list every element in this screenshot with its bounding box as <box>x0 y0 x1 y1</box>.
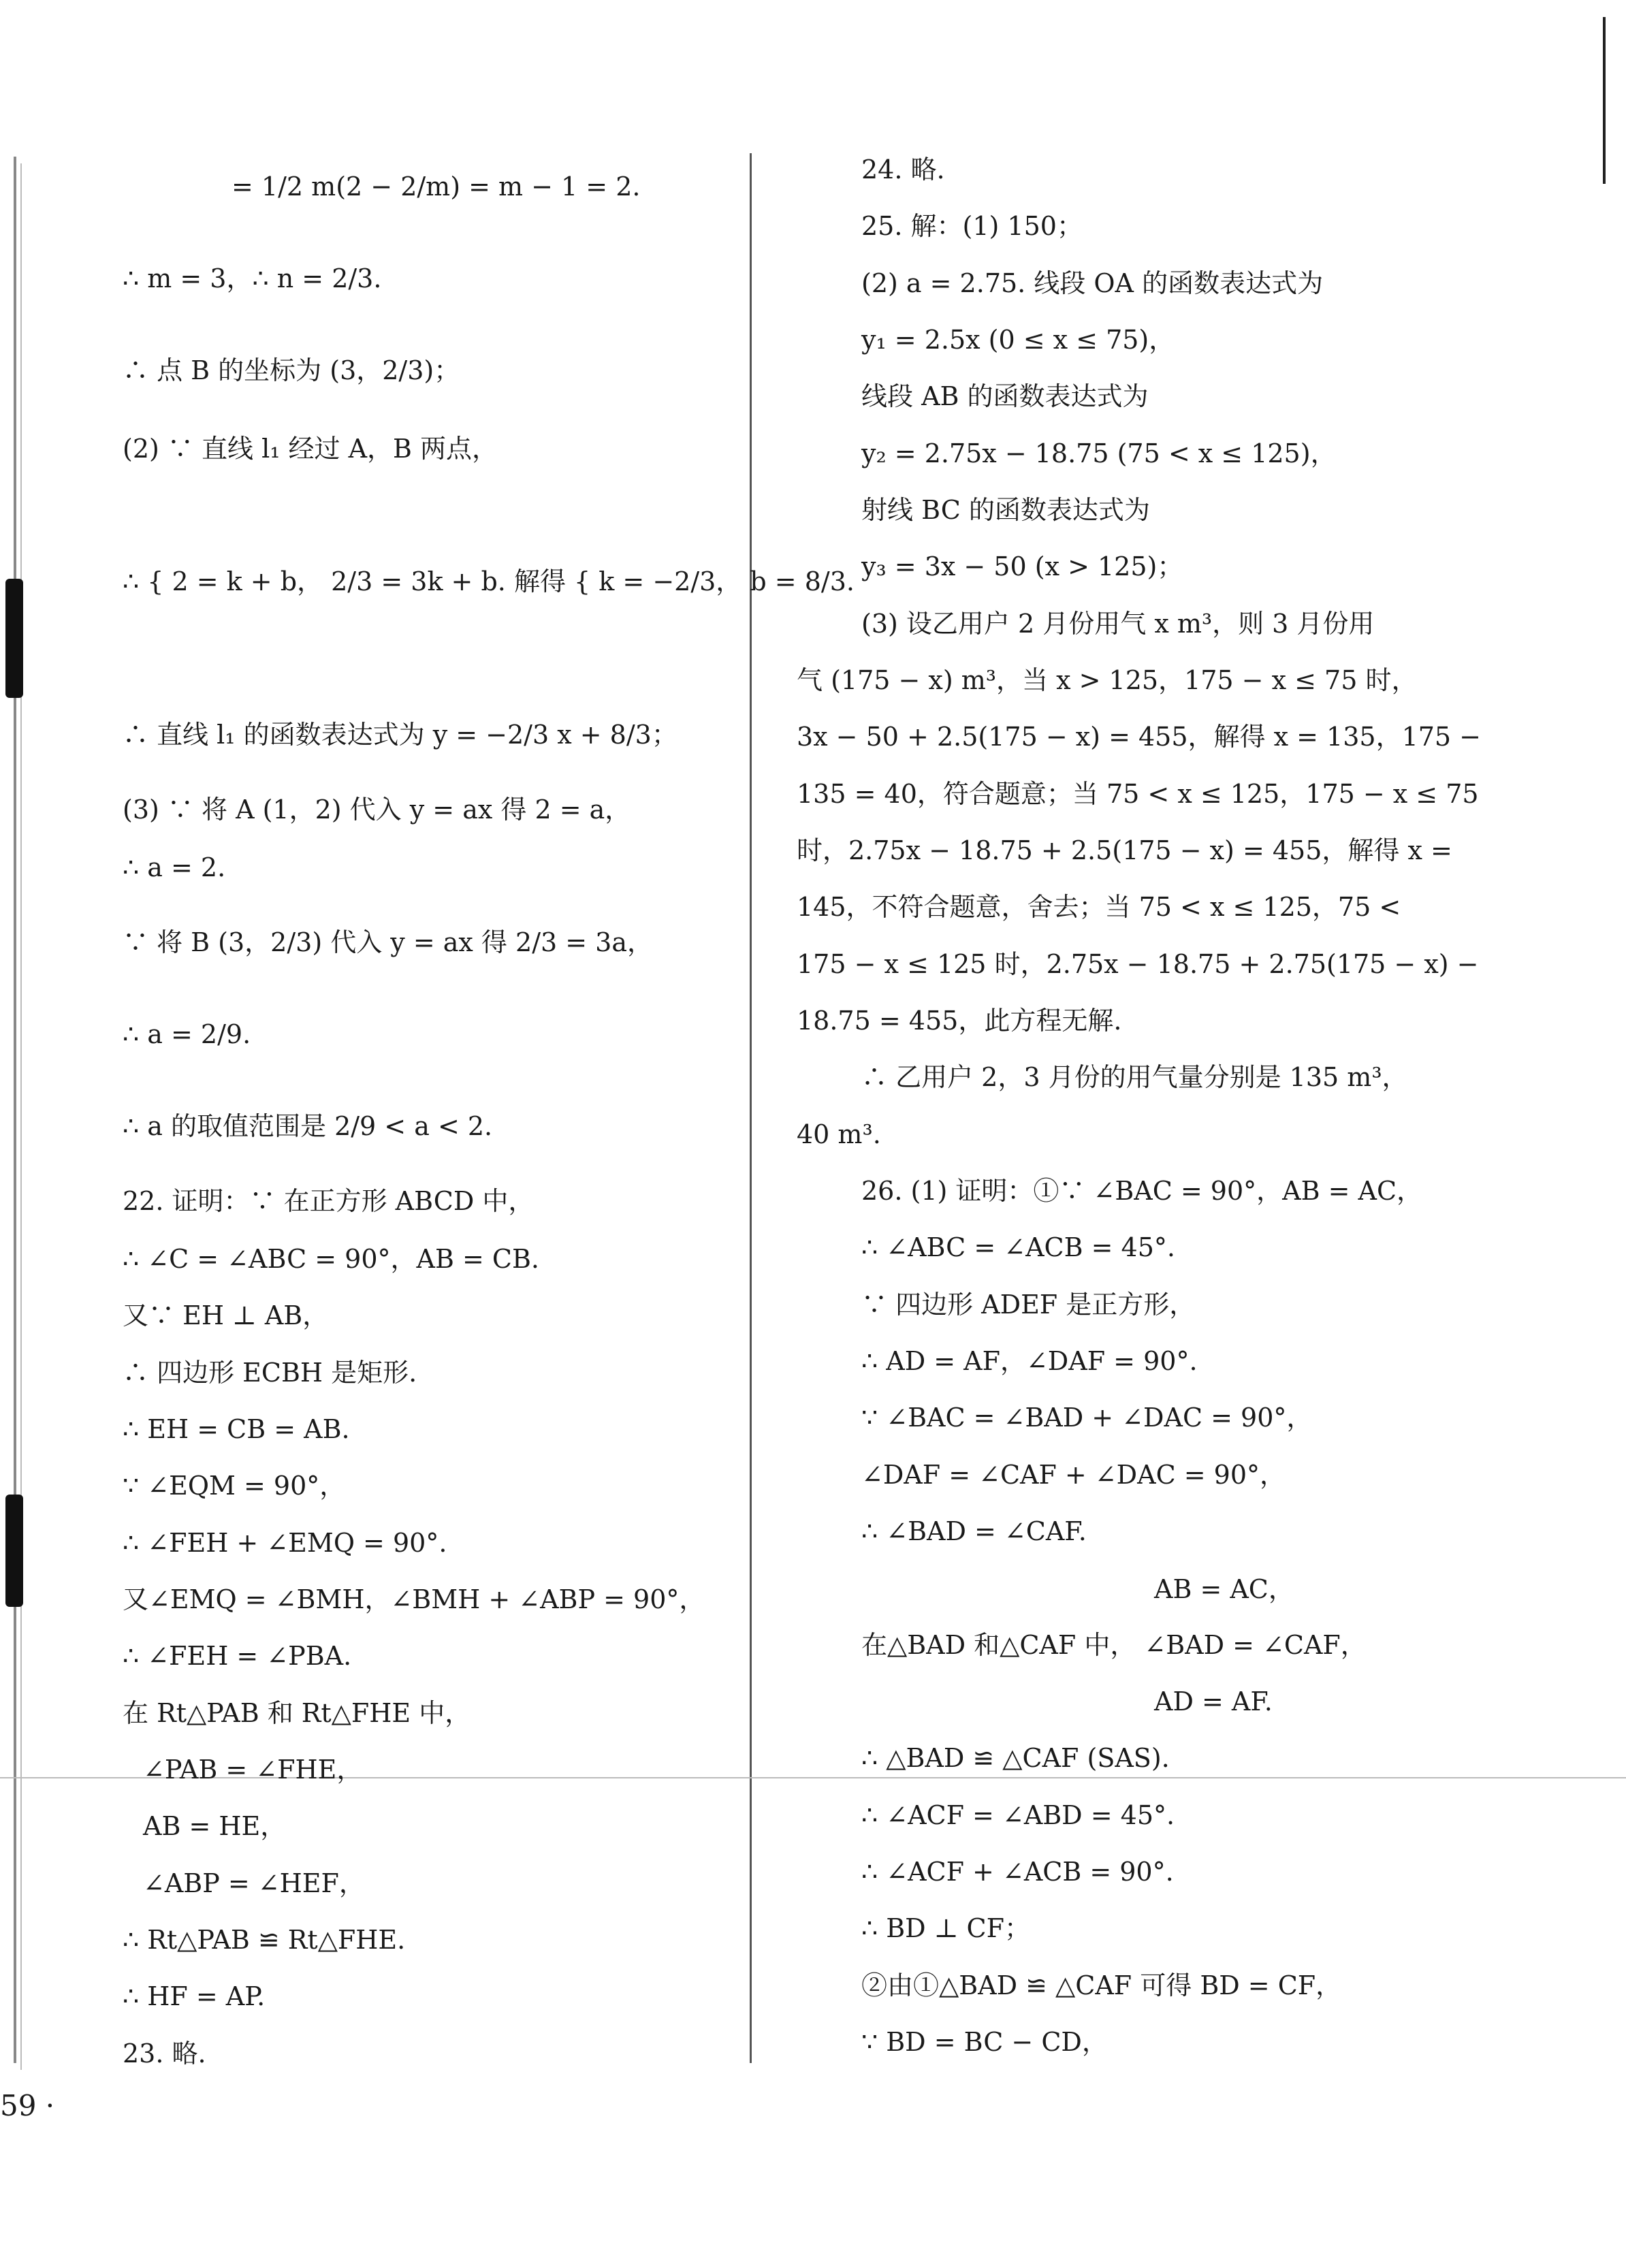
text-line: ∴ a = 2/9. <box>123 1019 251 1049</box>
text-line: ∴ a 的取值范围是 2/9 < a < 2. <box>123 1111 493 1141</box>
scan-edge-mark <box>1603 17 1606 184</box>
text-line: 145，不符合题意，舍去；当 75 < x ≤ 125，75 < <box>797 892 1401 922</box>
text-line: 25. 解：(1) 150； <box>861 211 1083 241</box>
text-line: ∴ ∠ACF + ∠ACB = 90°. <box>861 1857 1174 1887</box>
text-line: (2) ∵ 直线 l₁ 经过 A，B 两点， <box>123 434 498 464</box>
text-line: ∴ a = 2. <box>123 852 226 882</box>
text-line: ∵ ∠EQM = 90°， <box>123 1471 346 1501</box>
text-line: 18.75 = 455，此方程无解. <box>797 1006 1122 1036</box>
text-line: 23. 略. <box>123 2039 206 2069</box>
text-line: 时，2.75x − 18.75 + 2.5(175 − x) = 455，解得 x = <box>797 835 1452 865</box>
text-line: ∴ 直线 l₁ 的函数表达式为 y = −2/3 x + 8/3； <box>123 720 678 750</box>
text-line: 135 = 40，符合题意；当 75 < x ≤ 125，175 − x ≤ 75 <box>797 779 1479 809</box>
text-line: ∴ ∠ABC = ∠ACB = 45°. <box>861 1232 1175 1262</box>
text-line: ∴ ∠FEH + ∠EMQ = 90°. <box>123 1528 447 1558</box>
text-line: 在 Rt△PAB 和 Rt△FHE 中， <box>123 1698 471 1728</box>
text-line: ∠DAF = ∠CAF + ∠DAC = 90°， <box>861 1460 1286 1490</box>
text-line: 又∵ EH ⊥ AB， <box>123 1300 329 1330</box>
text-line: ∵ 四边形 ADEF 是正方形， <box>861 1290 1196 1320</box>
text-line: 又∠EMQ = ∠BMH，∠BMH + ∠ABP = 90°， <box>123 1584 705 1614</box>
text-line: 24. 略. <box>861 155 945 185</box>
text-line: AD = AF. <box>1154 1687 1273 1716</box>
text-line: y₁ = 2.5x (0 ≤ x ≤ 75)， <box>861 325 1175 355</box>
text-line: 射线 BC 的函数表达式为 <box>861 495 1150 525</box>
text-line: (3) ∵ 将 A (1，2) 代入 y = ax 得 2 = a， <box>123 795 631 825</box>
text-line: ∴ 四边形 ECBH 是矩形. <box>123 1358 417 1388</box>
binding-edge-inner <box>20 163 22 2070</box>
text-line: 3x − 50 + 2.5(175 − x) = 455，解得 x = 135，175 − <box>797 722 1482 752</box>
text-line: (3) 设乙用户 2 月份用气 x m³，则 3 月份用 <box>861 609 1375 639</box>
text-line: ∴ EH = CB = AB. <box>123 1414 350 1444</box>
text-line: ∵ 将 B (3，2/3) 代入 y = ax 得 2/3 = 3a， <box>123 927 654 957</box>
text-line: ∴ Rt△PAB ≌ Rt△FHE. <box>123 1925 406 1955</box>
text-line: ∴ 点 B 的坐标为 (3，2/3)； <box>123 355 460 385</box>
text-line: 22. 证明：∵ 在正方形 ABCD 中， <box>123 1186 535 1216</box>
text-line: ∴ ∠FEH = ∠PBA. <box>123 1641 352 1671</box>
text-line: ∠ABP = ∠HEF， <box>143 1868 365 1898</box>
page-number: 59 · <box>0 2089 55 2122</box>
text-line: 在△BAD 和△CAF 中， ∠BAD = ∠CAF， <box>861 1630 1367 1660</box>
scan-smudge <box>5 1495 23 1607</box>
text-line: ∵ BD = BC − CD， <box>861 2027 1108 2057</box>
text-line: ∴ ∠C = ∠ABC = 90°，AB = CB. <box>123 1244 539 1274</box>
text-line: y₂ = 2.75x − 18.75 (75 < x ≤ 125)， <box>861 438 1337 468</box>
text-line: ②由①△BAD ≌ △CAF 可得 BD = CF， <box>861 1970 1342 2000</box>
text-line: AB = AC， <box>1154 1574 1294 1604</box>
text-line: 175 − x ≤ 125 时，2.75x − 18.75 + 2.75(175 − x) − <box>797 949 1479 979</box>
text-line: (2) a = 2.75. 线段 OA 的函数表达式为 <box>861 268 1324 298</box>
text-line: ∴ 乙用户 2，3 月份的用气量分别是 135 m³， <box>861 1062 1408 1092</box>
text-line: ∠PAB = ∠FHE， <box>143 1755 363 1785</box>
text-line: 气 (175 − x) m³，当 x > 125，175 − x ≤ 75 时， <box>797 665 1418 695</box>
text-line: 40 m³. <box>797 1119 881 1149</box>
text-line: ∵ ∠BAC = ∠BAD + ∠DAC = 90°， <box>861 1403 1313 1433</box>
text-line: ∴ ∠ACF = ∠ABD = 45°. <box>861 1800 1175 1830</box>
text-line: ∴ BD ⊥ CF； <box>861 1913 1030 1943</box>
text-line: 26. (1) 证明：①∵ ∠BAC = 90°，AB = AC， <box>861 1176 1423 1206</box>
text-line: 线段 AB 的函数表达式为 <box>861 381 1149 411</box>
text-line: ∴ HF = AP. <box>123 1981 266 2011</box>
text-line: ∴ AD = AF，∠DAF = 90°. <box>861 1346 1198 1376</box>
text-line: ∴ m = 3，∴ n = 2/3. <box>123 263 382 293</box>
text-line: ∴ { 2 = k + b， 2/3 = 3k + b. 解得 { k = −2/3， b = 8/3. <box>123 566 855 596</box>
text-line: = 1/2 m(2 − 2/m) = m − 1 = 2. <box>232 172 641 202</box>
text-line: y₃ = 3x − 50 (x > 125)； <box>861 552 1183 581</box>
text-line: ∴ ∠BAD = ∠CAF. <box>861 1516 1087 1546</box>
text-line: ∴ △BAD ≌ △CAF (SAS). <box>861 1743 1170 1773</box>
text-line: AB = HE， <box>143 1811 287 1841</box>
scan-smudge <box>5 579 23 698</box>
